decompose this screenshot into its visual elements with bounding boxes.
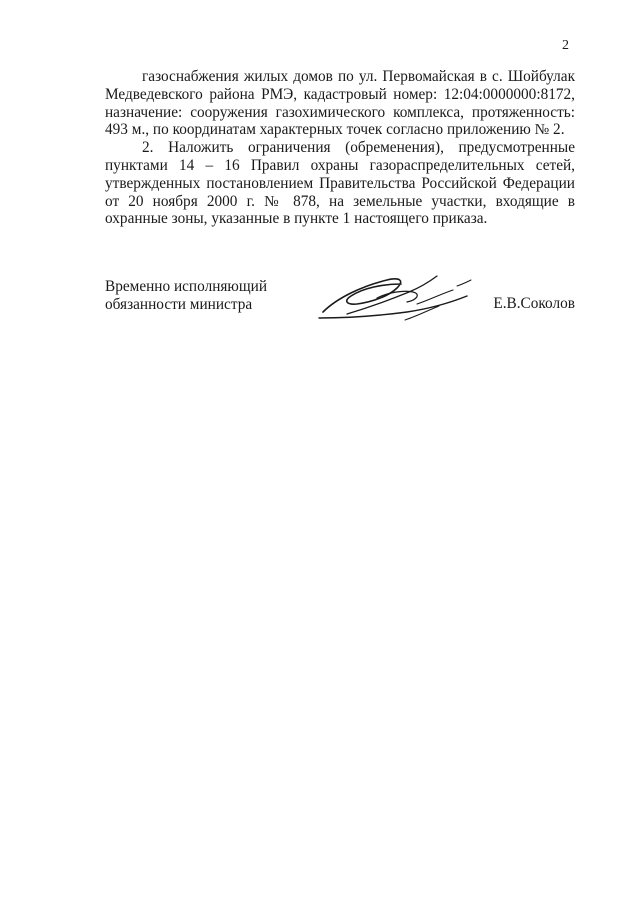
page-number: 2	[562, 38, 569, 53]
signer-title-line-1: Временно исполняющий	[105, 278, 267, 295]
paragraph-2: 2. Наложить ограничения (обременения), предусмотренные пунктами 14 – 16 Правил охраны газораспределительных сетей, утвержденных постановлением Правительства Российской Федерации от 20 ноября 2000 г. № 878, на земельные участки, входящие в охранные зоны, указанные в пункте 1 настоящего приказа.	[105, 139, 575, 228]
signature-block	[105, 278, 575, 338]
document-body	[105, 68, 575, 228]
signer-title	[105, 278, 267, 314]
paragraph-1: газоснабжения жилых домов по ул. Первомайская в с. Шойбулак Медведевского района РМЭ, кадастровый номер: 12:04:0000000:8172, назначение: сооружения газохимического комплекса, протяженность: 493 м., по координатам характерных точек согласно приложению № 2.	[105, 68, 575, 139]
signer-name: Е.В.Соколов	[493, 295, 575, 312]
signer-title-line-2: обязанности министра	[105, 296, 253, 313]
handwritten-signature	[317, 268, 477, 326]
